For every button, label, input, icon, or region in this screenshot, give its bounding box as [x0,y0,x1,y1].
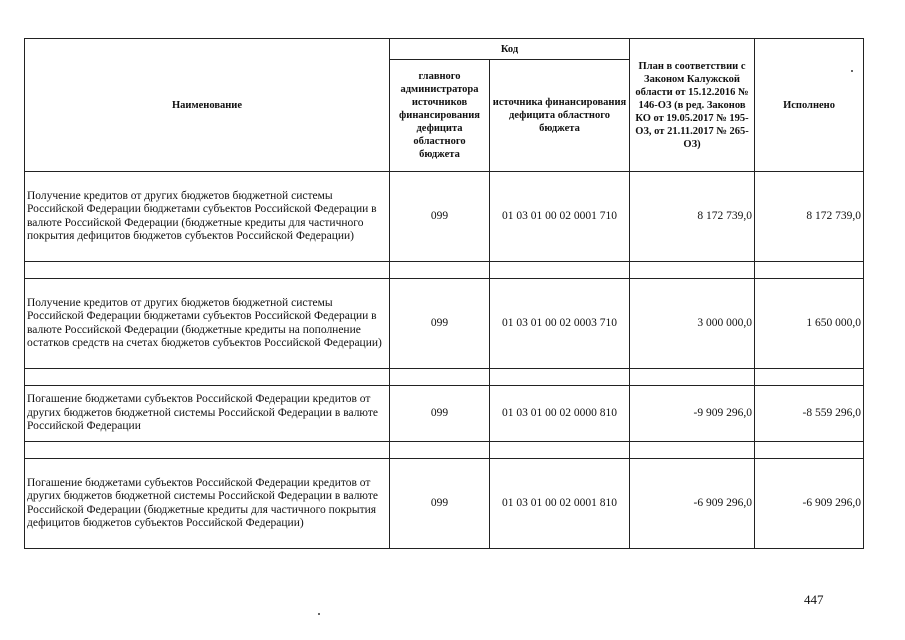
header-name: Наименование [25,39,390,172]
scan-speck [851,70,853,72]
row-plan: -6 909 296,0 [630,459,755,549]
row-plan: -9 909 296,0 [630,386,755,442]
table-row [25,172,864,262]
budget-sources-table [24,38,864,549]
row-name: Получение кредитов от других бюджетов бюджетной системы Российской Федерации бюджетами субъектов Российской Федерации в валюте Российской Федерации (бюджетные кредиты для частичного покрытия дефицитов бюджетов субъектов Российской Федерации) [25,172,390,262]
header-plan: План в соответствии с Законом Калужской области от 15.12.2016 № 146-ОЗ (в ред. Законов КО от 19.05.2017 № 195-ОЗ, от 21.11.2017 № 265-ОЗ) [630,39,755,172]
spacer-row [25,442,864,459]
row-executed: 1 650 000,0 [755,279,864,369]
row-plan: 3 000 000,0 [630,279,755,369]
header-code: Код [390,39,630,60]
page-number: 447 [804,592,824,607]
row-admin-code: 099 [390,459,490,549]
spacer-row [25,369,864,386]
spacer-row [25,262,864,279]
header-source: источника финансирования дефицита областного бюджета [490,60,630,172]
table-row [25,386,864,442]
table-row [25,459,864,549]
row-executed: -6 909 296,0 [755,459,864,549]
row-name: Погашение бюджетами субъектов Российской Федерации кредитов от других бюджетов бюджетной системы Российской Федерации в валюте Российской Федерации [25,386,390,442]
row-name: Получение кредитов от других бюджетов бюджетной системы Российской Федерации бюджетами субъектов Российской Федерации в валюте Российской Федерации (бюджетные кредиты на пополнение остатков средств на счетах бюджетов субъектов Российской Федерации) [25,279,390,369]
row-plan: 8 172 739,0 [630,172,755,262]
row-executed: 8 172 739,0 [755,172,864,262]
table-row [25,279,864,369]
row-admin-code: 099 [390,172,490,262]
header-executed: Исполнено [755,39,864,172]
row-source-code: 01 03 01 00 02 0000 810 [490,386,630,442]
row-admin-code: 099 [390,279,490,369]
row-name: Погашение бюджетами субъектов Российской Федерации кредитов от других бюджетов бюджетной системы Российской Федерации в валюте Российской Федерации (бюджетные кредиты для частичного покрытия дефицитов бюджетов субъектов Российской Федерации) [25,459,390,549]
row-source-code: 01 03 01 00 02 0003 710 [490,279,630,369]
row-admin-code: 099 [390,386,490,442]
row-source-code: 01 03 01 00 02 0001 810 [490,459,630,549]
row-source-code: 01 03 01 00 02 0001 710 [490,172,630,262]
header-admin: главного администратора источников финансирования дефицита областного бюджета [390,60,490,172]
row-executed: -8 559 296,0 [755,386,864,442]
scan-speck [318,613,320,615]
